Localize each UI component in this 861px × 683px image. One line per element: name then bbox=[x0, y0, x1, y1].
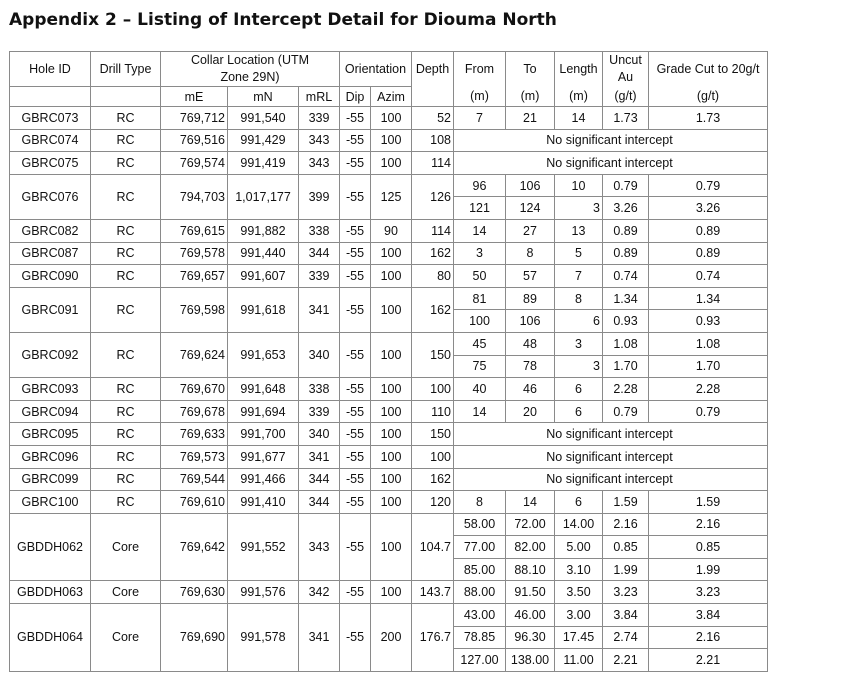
grade-cut-cell: 2.28 bbox=[649, 378, 768, 401]
depth-cell: 52 bbox=[412, 107, 454, 130]
table-row bbox=[10, 219, 768, 242]
northing-cell: 991,419 bbox=[228, 152, 299, 175]
length-cell: 11.00 bbox=[555, 649, 603, 672]
header-blank bbox=[91, 87, 161, 107]
to-cell: 72.00 bbox=[506, 513, 555, 536]
uncut-au-cell: 1.08 bbox=[603, 332, 649, 355]
page-title: Appendix 2 – Listing of Intercept Detail for Diouma North bbox=[9, 10, 557, 30]
grade-cut-cell: 1.08 bbox=[649, 332, 768, 355]
to-cell: 48 bbox=[506, 332, 555, 355]
drill-type-cell: RC bbox=[91, 174, 161, 219]
header-to-unit: (m) bbox=[506, 87, 555, 107]
azimuth-cell: 100 bbox=[371, 445, 412, 468]
depth-cell: 176.7 bbox=[412, 604, 454, 672]
length-cell: 3 bbox=[555, 355, 603, 378]
from-cell: 127.00 bbox=[454, 649, 506, 672]
dip-cell: -55 bbox=[340, 174, 371, 219]
elevation-cell: 339 bbox=[299, 107, 340, 130]
depth-cell: 150 bbox=[412, 423, 454, 446]
dip-cell: -55 bbox=[340, 423, 371, 446]
grade-cut-cell: 0.74 bbox=[649, 265, 768, 288]
uncut-au-cell: 2.21 bbox=[603, 649, 649, 672]
uncut-au-cell: 0.93 bbox=[603, 310, 649, 333]
azimuth-cell: 100 bbox=[371, 129, 412, 152]
depth-cell: 162 bbox=[412, 468, 454, 491]
drill-type-cell: RC bbox=[91, 423, 161, 446]
to-cell: 96.30 bbox=[506, 626, 555, 649]
from-cell: 100 bbox=[454, 310, 506, 333]
uncut-au-cell: 0.89 bbox=[603, 242, 649, 265]
no-intercept-note: No significant intercept bbox=[454, 445, 768, 468]
header-grade-cut: Grade Cut to 20g/t bbox=[649, 52, 768, 87]
header-orientation: Orientation bbox=[340, 52, 412, 87]
uncut-au-cell: 1.99 bbox=[603, 558, 649, 581]
elevation-cell: 343 bbox=[299, 152, 340, 175]
depth-cell: 114 bbox=[412, 152, 454, 175]
grade-cut-cell: 1.73 bbox=[649, 107, 768, 130]
elevation-cell: 339 bbox=[299, 265, 340, 288]
easting-cell: 769,544 bbox=[161, 468, 228, 491]
northing-cell: 991,607 bbox=[228, 265, 299, 288]
depth-cell: 80 bbox=[412, 265, 454, 288]
elevation-cell: 399 bbox=[299, 174, 340, 219]
intercept-table bbox=[9, 51, 768, 672]
hole-id-cell: GBRC090 bbox=[10, 265, 91, 288]
northing-cell: 991,540 bbox=[228, 107, 299, 130]
uncut-au-cell: 0.79 bbox=[603, 174, 649, 197]
dip-cell: -55 bbox=[340, 604, 371, 672]
grade-cut-cell: 0.89 bbox=[649, 219, 768, 242]
grade-cut-cell: 2.16 bbox=[649, 513, 768, 536]
table-row bbox=[10, 445, 768, 468]
from-cell: 14 bbox=[454, 219, 506, 242]
drill-type-cell: Core bbox=[91, 604, 161, 672]
header-azim: Azim bbox=[371, 87, 412, 107]
azimuth-cell: 125 bbox=[371, 174, 412, 219]
azimuth-cell: 90 bbox=[371, 219, 412, 242]
azimuth-cell: 100 bbox=[371, 423, 412, 446]
table-row bbox=[10, 332, 768, 355]
table-row bbox=[10, 378, 768, 401]
grade-cut-cell: 1.70 bbox=[649, 355, 768, 378]
azimuth-cell: 100 bbox=[371, 400, 412, 423]
to-cell: 88.10 bbox=[506, 558, 555, 581]
header-mn: mN bbox=[228, 87, 299, 107]
table-row bbox=[10, 423, 768, 446]
length-cell: 3.00 bbox=[555, 604, 603, 627]
azimuth-cell: 100 bbox=[371, 107, 412, 130]
grade-cut-cell: 1.59 bbox=[649, 491, 768, 514]
dip-cell: -55 bbox=[340, 378, 371, 401]
easting-cell: 769,615 bbox=[161, 219, 228, 242]
uncut-au-cell: 3.26 bbox=[603, 197, 649, 220]
length-cell: 3.10 bbox=[555, 558, 603, 581]
to-cell: 21 bbox=[506, 107, 555, 130]
from-cell: 88.00 bbox=[454, 581, 506, 604]
to-cell: 8 bbox=[506, 242, 555, 265]
length-cell: 6 bbox=[555, 400, 603, 423]
azimuth-cell: 200 bbox=[371, 604, 412, 672]
azimuth-cell: 100 bbox=[371, 152, 412, 175]
length-cell: 14.00 bbox=[555, 513, 603, 536]
grade-cut-cell: 3.26 bbox=[649, 197, 768, 220]
length-cell: 7 bbox=[555, 265, 603, 288]
northing-cell: 991,429 bbox=[228, 129, 299, 152]
from-cell: 77.00 bbox=[454, 536, 506, 559]
dip-cell: -55 bbox=[340, 332, 371, 377]
drill-type-cell: RC bbox=[91, 242, 161, 265]
to-cell: 82.00 bbox=[506, 536, 555, 559]
grade-cut-cell: 1.34 bbox=[649, 287, 768, 310]
from-cell: 58.00 bbox=[454, 513, 506, 536]
depth-cell: 110 bbox=[412, 400, 454, 423]
length-cell: 5 bbox=[555, 242, 603, 265]
grade-cut-cell: 0.89 bbox=[649, 242, 768, 265]
hole-id-cell: GBRC091 bbox=[10, 287, 91, 332]
northing-cell: 991,618 bbox=[228, 287, 299, 332]
northing-cell: 991,578 bbox=[228, 604, 299, 672]
easting-cell: 769,598 bbox=[161, 287, 228, 332]
dip-cell: -55 bbox=[340, 581, 371, 604]
elevation-cell: 340 bbox=[299, 423, 340, 446]
dip-cell: -55 bbox=[340, 219, 371, 242]
to-cell: 46 bbox=[506, 378, 555, 401]
dip-cell: -55 bbox=[340, 287, 371, 332]
to-cell: 106 bbox=[506, 310, 555, 333]
length-cell: 6 bbox=[555, 491, 603, 514]
northing-cell: 991,552 bbox=[228, 513, 299, 581]
table-row bbox=[10, 174, 768, 197]
elevation-cell: 343 bbox=[299, 513, 340, 581]
dip-cell: -55 bbox=[340, 491, 371, 514]
uncut-au-cell: 3.84 bbox=[603, 604, 649, 627]
table-row bbox=[10, 468, 768, 491]
depth-cell: 120 bbox=[412, 491, 454, 514]
easting-cell: 769,610 bbox=[161, 491, 228, 514]
table-row bbox=[10, 129, 768, 152]
uncut-au-cell: 2.16 bbox=[603, 513, 649, 536]
length-cell: 6 bbox=[555, 310, 603, 333]
grade-cut-cell: 1.99 bbox=[649, 558, 768, 581]
depth-cell: 100 bbox=[412, 378, 454, 401]
depth-cell: 126 bbox=[412, 174, 454, 219]
length-cell: 8 bbox=[555, 287, 603, 310]
header-length-unit: (m) bbox=[555, 87, 603, 107]
header-me: mE bbox=[161, 87, 228, 107]
header-from: From bbox=[454, 52, 506, 87]
depth-cell: 100 bbox=[412, 445, 454, 468]
easting-cell: 769,633 bbox=[161, 423, 228, 446]
easting-cell: 769,574 bbox=[161, 152, 228, 175]
length-cell: 14 bbox=[555, 107, 603, 130]
elevation-cell: 338 bbox=[299, 219, 340, 242]
elevation-cell: 341 bbox=[299, 604, 340, 672]
header-drill-type: Drill Type bbox=[91, 52, 161, 87]
drill-type-cell: RC bbox=[91, 129, 161, 152]
to-cell: 124 bbox=[506, 197, 555, 220]
drill-type-cell: Core bbox=[91, 581, 161, 604]
from-cell: 50 bbox=[454, 265, 506, 288]
from-cell: 7 bbox=[454, 107, 506, 130]
uncut-au-cell: 1.73 bbox=[603, 107, 649, 130]
uncut-au-cell: 3.23 bbox=[603, 581, 649, 604]
depth-cell: 104.7 bbox=[412, 513, 454, 581]
dip-cell: -55 bbox=[340, 265, 371, 288]
northing-cell: 991,648 bbox=[228, 378, 299, 401]
table-row bbox=[10, 491, 768, 514]
to-cell: 27 bbox=[506, 219, 555, 242]
easting-cell: 769,516 bbox=[161, 129, 228, 152]
from-cell: 14 bbox=[454, 400, 506, 423]
hole-id-cell: GBRC075 bbox=[10, 152, 91, 175]
azimuth-cell: 100 bbox=[371, 332, 412, 377]
to-cell: 89 bbox=[506, 287, 555, 310]
table-body bbox=[10, 107, 768, 672]
azimuth-cell: 100 bbox=[371, 468, 412, 491]
azimuth-cell: 100 bbox=[371, 265, 412, 288]
northing-cell: 991,466 bbox=[228, 468, 299, 491]
length-cell: 5.00 bbox=[555, 536, 603, 559]
northing-cell: 991,410 bbox=[228, 491, 299, 514]
header-from-unit: (m) bbox=[454, 87, 506, 107]
from-cell: 45 bbox=[454, 332, 506, 355]
drill-type-cell: RC bbox=[91, 400, 161, 423]
dip-cell: -55 bbox=[340, 152, 371, 175]
from-cell: 8 bbox=[454, 491, 506, 514]
dip-cell: -55 bbox=[340, 107, 371, 130]
grade-cut-cell: 0.93 bbox=[649, 310, 768, 333]
drill-type-cell: RC bbox=[91, 265, 161, 288]
northing-cell: 991,677 bbox=[228, 445, 299, 468]
northing-cell: 991,653 bbox=[228, 332, 299, 377]
table-row bbox=[10, 604, 768, 627]
header-uncut-au: Uncut Au bbox=[603, 52, 649, 87]
no-intercept-note: No significant intercept bbox=[454, 468, 768, 491]
uncut-au-cell: 0.74 bbox=[603, 265, 649, 288]
from-cell: 78.85 bbox=[454, 626, 506, 649]
elevation-cell: 340 bbox=[299, 332, 340, 377]
uncut-au-cell: 0.79 bbox=[603, 400, 649, 423]
dip-cell: -55 bbox=[340, 513, 371, 581]
dip-cell: -55 bbox=[340, 242, 371, 265]
length-cell: 3.50 bbox=[555, 581, 603, 604]
length-cell: 13 bbox=[555, 219, 603, 242]
dip-cell: -55 bbox=[340, 445, 371, 468]
no-intercept-note: No significant intercept bbox=[454, 152, 768, 175]
hole-id-cell: GBRC100 bbox=[10, 491, 91, 514]
grade-cut-cell: 2.16 bbox=[649, 626, 768, 649]
length-cell: 3 bbox=[555, 332, 603, 355]
to-cell: 20 bbox=[506, 400, 555, 423]
northing-cell: 991,700 bbox=[228, 423, 299, 446]
grade-cut-cell: 3.84 bbox=[649, 604, 768, 627]
depth-cell: 150 bbox=[412, 332, 454, 377]
hole-id-cell: GBRC096 bbox=[10, 445, 91, 468]
depth-cell: 162 bbox=[412, 242, 454, 265]
dip-cell: -55 bbox=[340, 400, 371, 423]
table-row bbox=[10, 513, 768, 536]
hole-id-cell: GBRC087 bbox=[10, 242, 91, 265]
grade-cut-cell: 0.79 bbox=[649, 174, 768, 197]
from-cell: 121 bbox=[454, 197, 506, 220]
easting-cell: 769,678 bbox=[161, 400, 228, 423]
drill-type-cell: RC bbox=[91, 287, 161, 332]
uncut-au-cell: 1.59 bbox=[603, 491, 649, 514]
depth-cell: 108 bbox=[412, 129, 454, 152]
header-to: To bbox=[506, 52, 555, 87]
easting-cell: 769,624 bbox=[161, 332, 228, 377]
from-cell: 3 bbox=[454, 242, 506, 265]
elevation-cell: 341 bbox=[299, 287, 340, 332]
length-cell: 10 bbox=[555, 174, 603, 197]
to-cell: 91.50 bbox=[506, 581, 555, 604]
easting-cell: 769,670 bbox=[161, 378, 228, 401]
hole-id-cell: GBRC093 bbox=[10, 378, 91, 401]
header-collar-location: Collar Location (UTM Zone 29N) bbox=[161, 52, 340, 87]
easting-cell: 769,657 bbox=[161, 265, 228, 288]
to-cell: 14 bbox=[506, 491, 555, 514]
hole-id-cell: GBRC092 bbox=[10, 332, 91, 377]
grade-cut-cell: 0.85 bbox=[649, 536, 768, 559]
uncut-au-cell: 1.34 bbox=[603, 287, 649, 310]
uncut-au-cell: 2.74 bbox=[603, 626, 649, 649]
hole-id-cell: GBRC094 bbox=[10, 400, 91, 423]
header-grade-unit: (g/t) bbox=[649, 87, 768, 107]
azimuth-cell: 100 bbox=[371, 287, 412, 332]
to-cell: 78 bbox=[506, 355, 555, 378]
to-cell: 46.00 bbox=[506, 604, 555, 627]
hole-id-cell: GBRC076 bbox=[10, 174, 91, 219]
hole-id-cell: GBRC073 bbox=[10, 107, 91, 130]
elevation-cell: 342 bbox=[299, 581, 340, 604]
azimuth-cell: 100 bbox=[371, 513, 412, 581]
grade-cut-cell: 2.21 bbox=[649, 649, 768, 672]
table-row bbox=[10, 287, 768, 310]
from-cell: 85.00 bbox=[454, 558, 506, 581]
from-cell: 75 bbox=[454, 355, 506, 378]
azimuth-cell: 100 bbox=[371, 242, 412, 265]
easting-cell: 769,690 bbox=[161, 604, 228, 672]
table-row bbox=[10, 265, 768, 288]
drill-type-cell: RC bbox=[91, 219, 161, 242]
easting-cell: 769,642 bbox=[161, 513, 228, 581]
drill-type-cell: Core bbox=[91, 513, 161, 581]
easting-cell: 769,573 bbox=[161, 445, 228, 468]
drill-type-cell: RC bbox=[91, 107, 161, 130]
header-depth-unit bbox=[412, 87, 454, 107]
header-blank bbox=[10, 87, 91, 107]
hole-id-cell: GBRC082 bbox=[10, 219, 91, 242]
depth-cell: 114 bbox=[412, 219, 454, 242]
grade-cut-cell: 3.23 bbox=[649, 581, 768, 604]
elevation-cell: 339 bbox=[299, 400, 340, 423]
uncut-au-cell: 0.85 bbox=[603, 536, 649, 559]
elevation-cell: 343 bbox=[299, 129, 340, 152]
northing-cell: 991,694 bbox=[228, 400, 299, 423]
table-row bbox=[10, 152, 768, 175]
header-depth: Depth bbox=[412, 52, 454, 87]
northing-cell: 991,440 bbox=[228, 242, 299, 265]
from-cell: 96 bbox=[454, 174, 506, 197]
from-cell: 81 bbox=[454, 287, 506, 310]
hole-id-cell: GBDDH063 bbox=[10, 581, 91, 604]
no-intercept-note: No significant intercept bbox=[454, 129, 768, 152]
depth-cell: 162 bbox=[412, 287, 454, 332]
dip-cell: -55 bbox=[340, 129, 371, 152]
drill-type-cell: RC bbox=[91, 445, 161, 468]
hole-id-cell: GBRC074 bbox=[10, 129, 91, 152]
to-cell: 57 bbox=[506, 265, 555, 288]
drill-type-cell: RC bbox=[91, 378, 161, 401]
to-cell: 138.00 bbox=[506, 649, 555, 672]
azimuth-cell: 100 bbox=[371, 491, 412, 514]
easting-cell: 794,703 bbox=[161, 174, 228, 219]
length-cell: 3 bbox=[555, 197, 603, 220]
uncut-au-cell: 0.89 bbox=[603, 219, 649, 242]
elevation-cell: 344 bbox=[299, 242, 340, 265]
dip-cell: -55 bbox=[340, 468, 371, 491]
grade-cut-cell: 0.79 bbox=[649, 400, 768, 423]
drill-type-cell: RC bbox=[91, 468, 161, 491]
azimuth-cell: 100 bbox=[371, 378, 412, 401]
from-cell: 43.00 bbox=[454, 604, 506, 627]
hole-id-cell: GBRC095 bbox=[10, 423, 91, 446]
to-cell: 106 bbox=[506, 174, 555, 197]
header-mrl: mRL bbox=[299, 87, 340, 107]
header-dip: Dip bbox=[340, 87, 371, 107]
hole-id-cell: GBDDH062 bbox=[10, 513, 91, 581]
northing-cell: 1,017,177 bbox=[228, 174, 299, 219]
depth-cell: 143.7 bbox=[412, 581, 454, 604]
elevation-cell: 338 bbox=[299, 378, 340, 401]
easting-cell: 769,712 bbox=[161, 107, 228, 130]
drill-type-cell: RC bbox=[91, 152, 161, 175]
uncut-au-cell: 1.70 bbox=[603, 355, 649, 378]
table-row bbox=[10, 107, 768, 130]
header-hole-id: Hole ID bbox=[10, 52, 91, 87]
azimuth-cell: 100 bbox=[371, 581, 412, 604]
northing-cell: 991,576 bbox=[228, 581, 299, 604]
table-row bbox=[10, 581, 768, 604]
table-row bbox=[10, 242, 768, 265]
header-uncut-unit: (g/t) bbox=[603, 87, 649, 107]
easting-cell: 769,630 bbox=[161, 581, 228, 604]
elevation-cell: 341 bbox=[299, 445, 340, 468]
uncut-au-cell: 2.28 bbox=[603, 378, 649, 401]
elevation-cell: 344 bbox=[299, 468, 340, 491]
northing-cell: 991,882 bbox=[228, 219, 299, 242]
elevation-cell: 344 bbox=[299, 491, 340, 514]
table-row bbox=[10, 400, 768, 423]
no-intercept-note: No significant intercept bbox=[454, 423, 768, 446]
hole-id-cell: GBRC099 bbox=[10, 468, 91, 491]
length-cell: 6 bbox=[555, 378, 603, 401]
length-cell: 17.45 bbox=[555, 626, 603, 649]
from-cell: 40 bbox=[454, 378, 506, 401]
header-length: Length bbox=[555, 52, 603, 87]
drill-type-cell: RC bbox=[91, 332, 161, 377]
hole-id-cell: GBDDH064 bbox=[10, 604, 91, 672]
drill-type-cell: RC bbox=[91, 491, 161, 514]
easting-cell: 769,578 bbox=[161, 242, 228, 265]
